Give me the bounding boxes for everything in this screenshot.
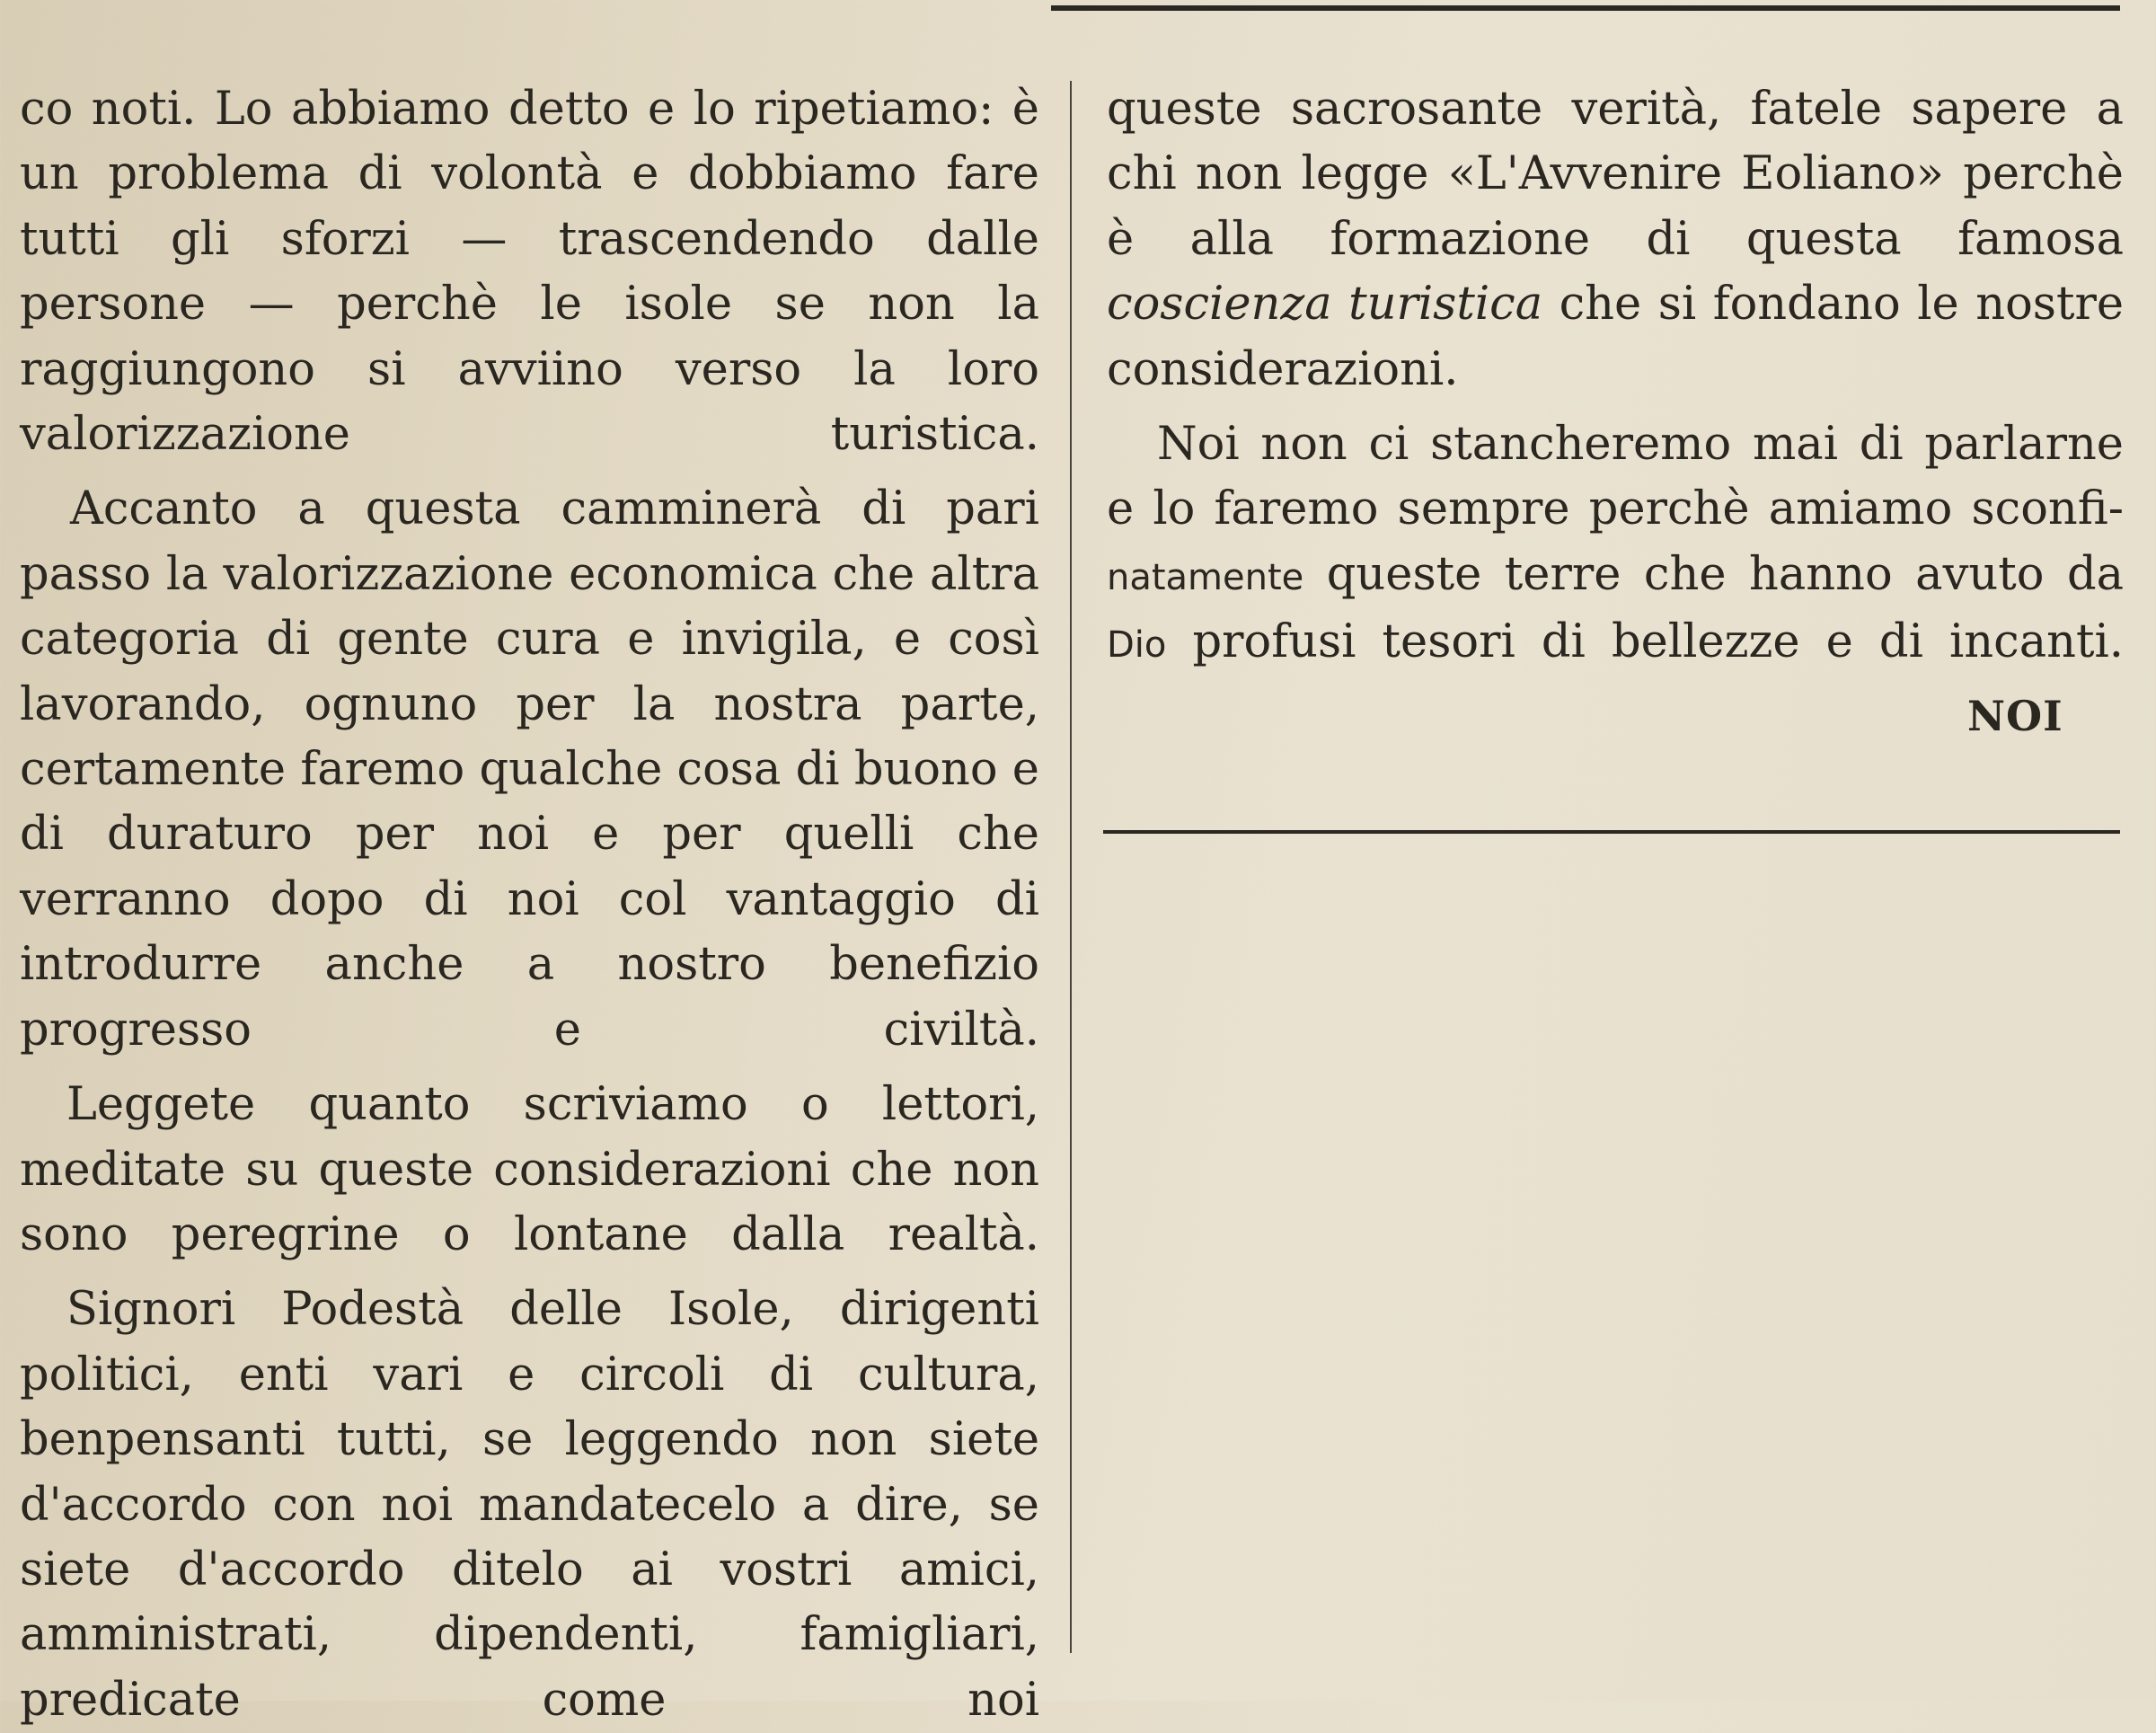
paragraph: Leggete quanto scriviamo o lettori, meditate su queste considerazioni che non sono peregrine o lontane dalla realtà. (20, 1078, 1039, 1261)
text-run: queste sacrosante verità, fatele sapere a chi non legge «L'Avvenire Eoliano» perchè è alla formazione di questa famosa (1107, 83, 2124, 266)
paragraph: co noti. Lo abbiamo detto e lo ripetiamo: è un problema di volontà e dobbiamo fare tutti gli sforzi — trascendendo dalle persone — perchè le isole se non la raggiungono si avviino verso la loro valorizzazione turistica. (20, 83, 1039, 462)
text-run: che si fondano le nostre considerazioni. (1107, 278, 2125, 396)
signature: NOI (1967, 692, 2063, 740)
paragraph (1107, 77, 2124, 402)
text-run: profusi tesori di bellezze e di incanti. (1166, 615, 2124, 669)
paragraph: Signori Podestà delle Isole, dirigenti politici, enti vari e circoli di cultura, benpensanti tutti, se leggendo non siete d'accordo con noi mandatecelo a dire, se siete d'accordo ditelo ai vostri amici, amministrati, dipendenti, famigliari, predicate come noi (20, 1283, 1039, 1727)
right-column (1107, 77, 2124, 678)
text-run: queste terre che hanno avuto da (1303, 547, 2124, 601)
paragraph: Accanto a questa camminerà di pari passo la valorizzazione economica che altra categoria di gente cura e invigila, e così lavorando, ognuno per la nostra parte, certamente faremo qualche cosa di buono e di duraturo per noi e per quelli che verranno dopo di noi col vantaggio di introdurre anche a nostro benefizio progresso e civiltà. (20, 482, 1039, 1057)
text-run: Dio (1107, 624, 1167, 667)
left-column (20, 77, 1039, 1733)
column-divider (1070, 81, 1072, 1653)
italic-run: coscienza turistica (1107, 278, 1543, 332)
paragraph (1107, 412, 2124, 678)
text-run: Noi non ci stancheremo mai di parlarne e lo faremo sempre perchè amiamo sconfi- (1107, 418, 2124, 536)
top-rule (1051, 5, 2120, 11)
section-rule (1103, 830, 2120, 834)
text-run: natamente (1107, 556, 1304, 598)
